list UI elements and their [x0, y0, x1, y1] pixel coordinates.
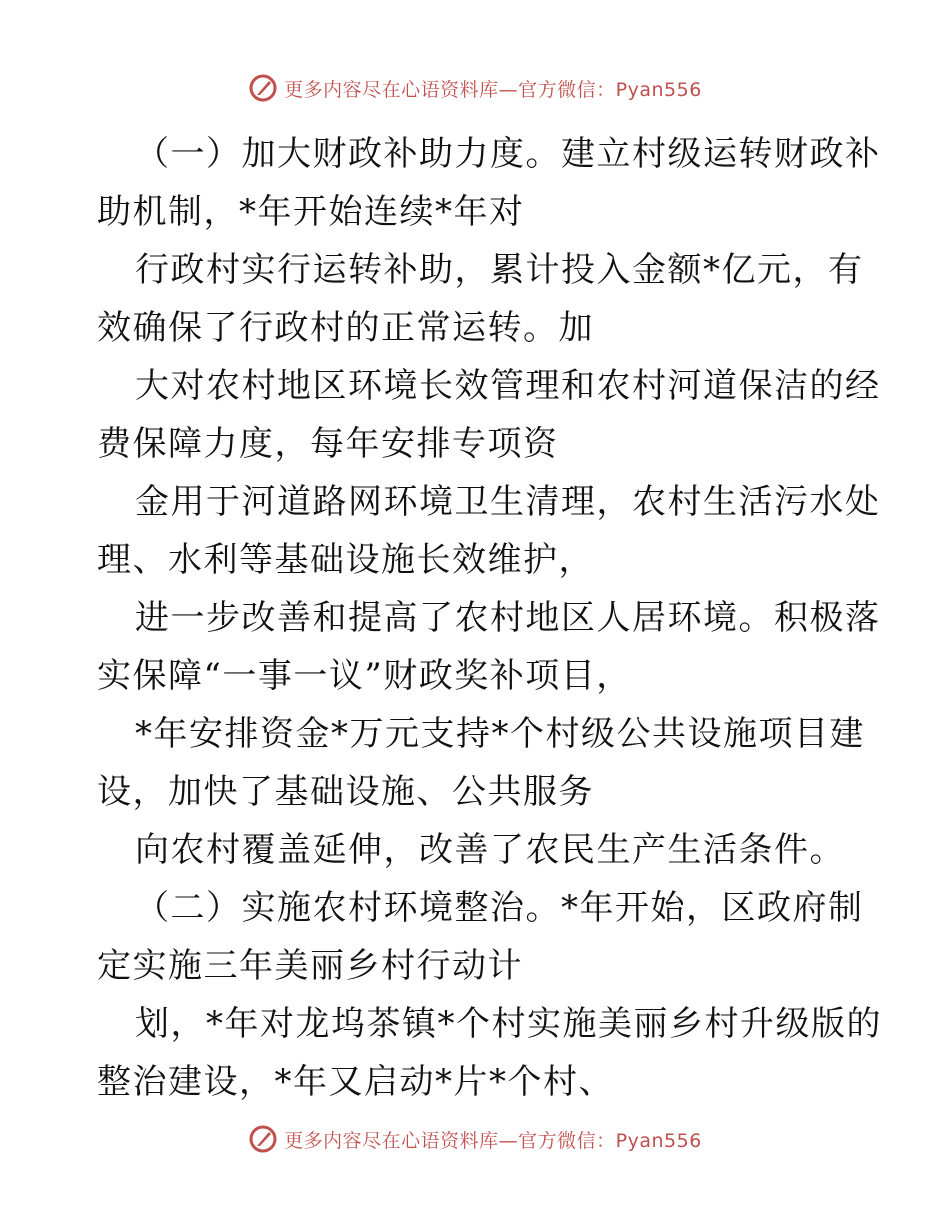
text-line: 定实施三年美丽乡村行动计: [97, 946, 523, 986]
text-line: 设，加快了基础设施、公共服务: [97, 772, 594, 812]
text-line: 效确保了行政村的正常运转。加: [97, 308, 594, 348]
text-line: 整治建设，*年又启动*片*个村、: [97, 1062, 614, 1102]
text-line: 划，*年对龙坞茶镇*个村实施美丽乡村升级版的: [135, 1004, 882, 1044]
watermark-logo-icon: [248, 1124, 278, 1154]
text-line: *年安排资金*万元支持*个村级公共设施项目建: [135, 714, 865, 754]
text-line: （一）加大财政补助力度。建立村级运转财政补: [135, 134, 881, 174]
text-line: 实保障“一事一议”财政奖补项目，: [97, 656, 632, 696]
watermark-text: 更多内容尽在心语资料库—官方微信：Pyan556: [284, 1129, 702, 1152]
text-line: （二）实施农村环境整治。*年开始，区政府制: [135, 888, 864, 928]
watermark-text: 更多内容尽在心语资料库—官方微信：Pyan556: [284, 78, 702, 101]
text-line: 向农村覆盖延伸，改善了农民生产生活条件。: [135, 830, 845, 870]
text-line: 助机制，*年开始连续*年对: [97, 192, 525, 232]
text-line: 理、水利等基础设施长效维护，: [97, 540, 594, 580]
footer-watermark: [0, 1124, 950, 1154]
watermark-logo-icon: [248, 73, 278, 103]
text-line: 行政村实行运转补助，累计投入金额*亿元，有: [135, 250, 864, 290]
document-body: [97, 125, 882, 1111]
text-line: 大对农村地区环境长效管理和农村河道保洁的经: [135, 366, 881, 406]
text-line: 进一步改善和提高了农村地区人居环境。积极落: [135, 598, 881, 638]
text-line: 费保障力度，每年安排专项资: [97, 424, 559, 464]
header-watermark: [0, 73, 950, 103]
text-line: 金用于河道路网环境卫生清理，农村生活污水处: [135, 482, 881, 522]
